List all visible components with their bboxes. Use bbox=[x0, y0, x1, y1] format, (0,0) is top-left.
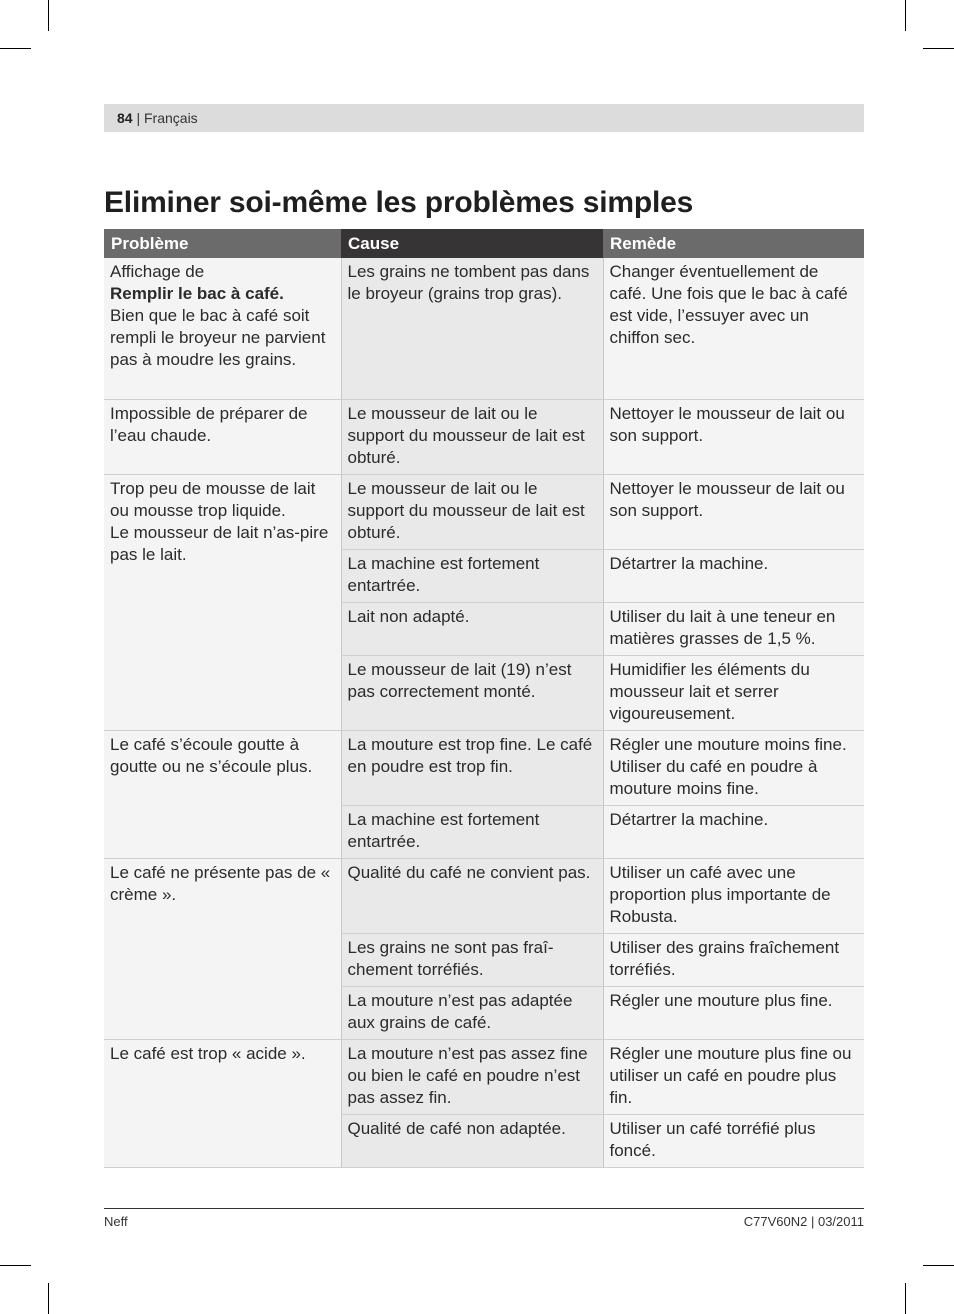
table-row bbox=[104, 858, 864, 933]
table-row bbox=[104, 399, 864, 474]
problem-text: Le café ne présente pas de « crème ». bbox=[110, 862, 331, 904]
cause-cell: Le mousseur de lait (19) n’est pas correctement monté. bbox=[341, 655, 603, 730]
column-header-remedy: Remède bbox=[603, 229, 864, 258]
cause-cell: Le mousseur de lait ou le support du mousseur de lait est obturé. bbox=[341, 399, 603, 474]
problem-text: Bien que le bac à café soit rempli le broyeur ne parvient pas à moudre les grains. bbox=[110, 306, 326, 369]
crop-mark-bottom-left bbox=[48, 1283, 49, 1314]
remedy-cell: Utiliser un café torréfié plus foncé. bbox=[603, 1114, 864, 1167]
column-header-problem: Problème bbox=[104, 229, 341, 258]
problem-cell bbox=[104, 474, 341, 730]
crop-mark-top-right-h bbox=[923, 48, 954, 49]
remedy-cell: Régler une mouture plus fine. bbox=[603, 986, 864, 1039]
column-header-cause: Cause bbox=[341, 229, 603, 258]
remedy-cell: Utiliser un café avec une proportion plus importante de Robusta. bbox=[603, 858, 864, 933]
problem-cell bbox=[104, 858, 341, 1039]
table-header-row bbox=[104, 229, 864, 258]
remedy-cell: Changer éventuellement de café. Une fois que le bac à café est vide, l’essuyer avec un chiffon sec. bbox=[603, 258, 864, 399]
problem-text: Le mousseur de lait n’as-pire pas le lait. bbox=[110, 522, 329, 564]
crop-mark-bottom-right-h bbox=[923, 1265, 954, 1266]
page-language: Français bbox=[144, 110, 198, 126]
remedy-cell: Nettoyer le mousseur de lait ou son support. bbox=[603, 474, 864, 549]
problem-text: Le café est trop « acide ». bbox=[110, 1043, 306, 1063]
troubleshooting-table bbox=[104, 229, 864, 1168]
cause-cell: La mouture n’est pas assez fine ou bien le café en poudre n’est pas assez fin. bbox=[341, 1039, 603, 1114]
footer-model-date: C77V60N2 | 03/2011 bbox=[743, 1214, 864, 1229]
table-row bbox=[104, 1039, 864, 1114]
remedy-cell: Détartrer la machine. bbox=[603, 805, 864, 858]
remedy-cell: Humidifier les éléments du mousseur lait et serrer vigoureusement. bbox=[603, 655, 864, 730]
problem-text: Impossible de préparer de l’eau chaude. bbox=[110, 403, 308, 445]
remedy-cell: Nettoyer le mousseur de lait ou son support. bbox=[603, 399, 864, 474]
problem-text: Trop peu de mousse de lait ou mousse trop liquide. bbox=[110, 478, 316, 520]
remedy-cell: Utiliser des grains fraîchement torréfiés. bbox=[603, 933, 864, 986]
problem-cell bbox=[104, 399, 341, 474]
table-row bbox=[104, 474, 864, 549]
problem-text: Le café s’écoule goutte à goutte ou ne s’écoule plus. bbox=[110, 734, 313, 776]
cause-cell: La mouture est trop fine. Le café en poudre est trop fin. bbox=[341, 730, 603, 805]
cause-cell: La machine est fortement entartrée. bbox=[341, 549, 603, 602]
crop-mark-top-right bbox=[905, 0, 906, 31]
remedy-cell: Régler une mouture moins fine. Utiliser du café en poudre à mouture moins fine. bbox=[603, 730, 864, 805]
footer-brand: Neff bbox=[104, 1214, 128, 1229]
problem-cell bbox=[104, 1039, 341, 1167]
crop-mark-bottom-left-h bbox=[0, 1265, 31, 1266]
remedy-cell: Utiliser du lait à une teneur en matières grasses de 1,5 %. bbox=[603, 602, 864, 655]
header-separator: | bbox=[132, 110, 144, 126]
cause-cell: Les grains ne tombent pas dans le broyeur (grains trop gras). bbox=[341, 258, 603, 399]
table-row bbox=[104, 258, 864, 399]
cause-cell: Qualité de café non adaptée. bbox=[341, 1114, 603, 1167]
cause-cell: La mouture n’est pas adaptée aux grains de café. bbox=[341, 986, 603, 1039]
footer-divider bbox=[104, 1208, 864, 1209]
problem-cell bbox=[104, 730, 341, 858]
table-row bbox=[104, 730, 864, 805]
cause-cell: La machine est fortement entartrée. bbox=[341, 805, 603, 858]
remedy-cell: Régler une mouture plus fine ou utiliser un café en poudre plus fin. bbox=[603, 1039, 864, 1114]
page-title: Eliminer soi-même les problèmes simples bbox=[104, 186, 694, 219]
cause-cell: Le mousseur de lait ou le support du mousseur de lait est obturé. bbox=[341, 474, 603, 549]
cause-cell: Qualité du café ne convient pas. bbox=[341, 858, 603, 933]
cause-cell: Les grains ne sont pas fraî-chement torréfiés. bbox=[341, 933, 603, 986]
page-header bbox=[104, 104, 864, 132]
crop-mark-top-left-h bbox=[0, 48, 31, 49]
problem-cell bbox=[104, 258, 341, 399]
remedy-cell: Détartrer la machine. bbox=[603, 549, 864, 602]
cause-cell: Lait non adapté. bbox=[341, 602, 603, 655]
crop-mark-bottom-right bbox=[905, 1283, 906, 1314]
problem-text-display-message: Remplir le bac à café. bbox=[110, 284, 284, 303]
page-number: 84 bbox=[117, 110, 133, 126]
crop-mark-top-left bbox=[48, 0, 49, 31]
problem-text: Affichage de bbox=[110, 262, 205, 281]
